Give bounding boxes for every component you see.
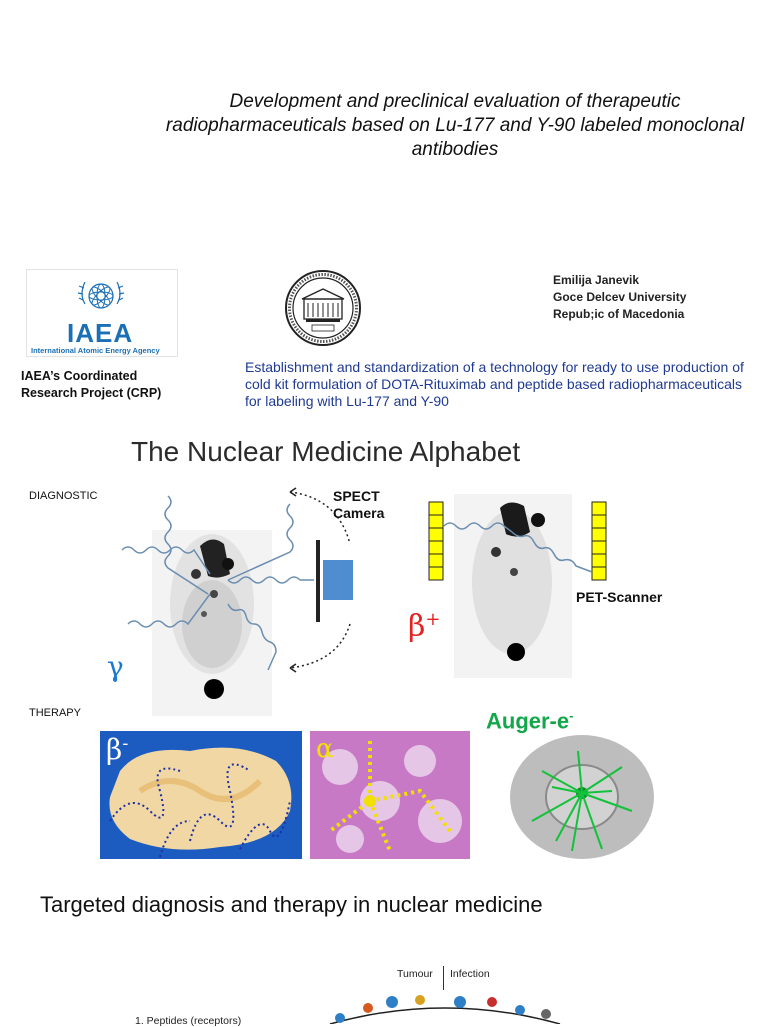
spect-scan-figure (118, 484, 368, 716)
gamma-symbol: γ (107, 650, 124, 683)
infection-label: Infection (450, 968, 490, 980)
cell-targeting-diagram (320, 986, 570, 1024)
beta-minus-sup: - (122, 733, 129, 754)
diagnostic-label: DIAGNOSTIC (29, 490, 98, 502)
project-description: Establishment and standardization of a technology for ready to use production of cold kit formulation of DOTA-Rituximab and peptide based radiopharmaceuticals for labeling with Lu-177 and Y-90 (245, 359, 744, 409)
crp-line-1: IAEA’s Coordinated (21, 369, 138, 383)
pet-scanner-label: PET-Scanner (576, 589, 663, 605)
alpha-histology-image (310, 731, 470, 859)
author-university: Goce Delcev University (553, 290, 687, 304)
title-line-3: antibodies (411, 139, 499, 160)
beta-plus-symbol (408, 609, 440, 644)
therapy-label: THERAPY (29, 707, 81, 719)
document-title (120, 90, 768, 162)
beta-minus-tissue-image (100, 731, 302, 859)
targeted-heading: Targeted diagnosis and therapy in nuclear medicine (40, 892, 543, 917)
pet-scan-figure (426, 492, 610, 680)
author-country: Repub;ic of Macedonia (553, 307, 685, 321)
spect-camera-label (333, 488, 384, 522)
iaea-logo-subtitle: International Atomic Energy Agency (31, 346, 160, 355)
crp-label (21, 368, 161, 402)
alpha-symbol: α (316, 734, 334, 764)
auger-sup: - (569, 708, 574, 723)
university-seal-icon (284, 269, 362, 347)
iaea-logo (26, 269, 178, 357)
tumour-label: Tumour (397, 968, 433, 980)
beta-plus-sup: + (425, 609, 441, 630)
auger-cell-image (482, 731, 688, 865)
beta-minus-letter: β (106, 733, 123, 766)
beta-plus-letter: β (408, 609, 426, 644)
author-block (553, 272, 686, 323)
un-emblem-icon (73, 274, 129, 318)
crp-line-2: Research Project (CRP) (21, 386, 162, 400)
title-line-1: Development and preclinical evaluation of therapeutic (229, 91, 681, 112)
spect-line-2: Camera (333, 505, 385, 521)
auger-text: Auger-e (486, 708, 570, 734)
author-name: Emilija Janevik (553, 273, 640, 287)
auger-label (486, 708, 573, 734)
iaea-logo-word: IAEA (67, 318, 134, 348)
title-line-2: radiopharmaceuticals based on Lu-177 and Y-90 labeled monoclonal (165, 115, 745, 136)
spect-line-1: SPECT (333, 488, 380, 504)
peptides-label: 1. Peptides (receptors) (135, 1015, 242, 1027)
alphabet-heading: The Nuclear Medicine Alphabet (131, 436, 521, 467)
